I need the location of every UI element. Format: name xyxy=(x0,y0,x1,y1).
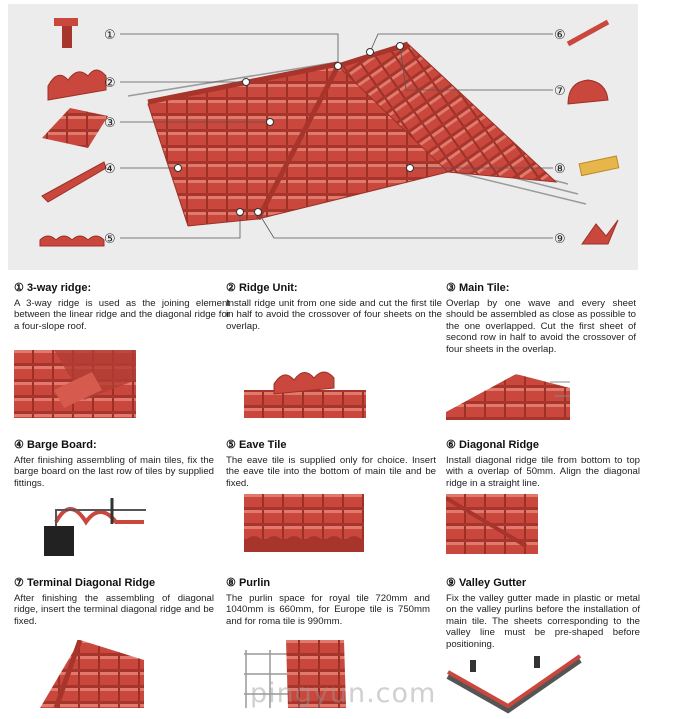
roof-diagram xyxy=(8,4,638,270)
photo-main-tile xyxy=(446,372,570,420)
section-eave-tile xyxy=(226,438,436,489)
section-title: Barge Board: xyxy=(26,439,97,451)
marker-3: ③ xyxy=(104,116,116,131)
section-body: The eave tile is supplied only for choice. Insert the eave tile into the bottom of main tile and be fixed. xyxy=(226,455,436,489)
photo-ridge-unit xyxy=(244,360,366,418)
section-num: ④ xyxy=(14,439,24,451)
section-valley-gutter xyxy=(446,576,640,650)
section-body: After finishing the assembling of diagonal ridge, insert the terminal diagonal ridge and be fixed. xyxy=(14,593,214,627)
photo-valley-gutter xyxy=(444,646,584,714)
section-title: Ridge Unit: xyxy=(238,282,298,294)
section-body: Install diagonal ridge tile from bottom to top with a overlap of 50mm. Align the diagonal ridge in a straight line. xyxy=(446,455,640,489)
marker-6: ⑥ xyxy=(554,28,566,43)
section-title: Diagonal Ridge xyxy=(458,439,539,451)
marker-7: ⑦ xyxy=(554,84,566,99)
section-title: Eave Tile xyxy=(238,439,287,451)
section-body: The purlin space for royal tile 720mm and 1040mm is 660mm, for Europe tile is 750mm and for roma tile is 990mm. xyxy=(226,593,430,627)
marker-1: ① xyxy=(104,28,116,43)
watermark: pingyun.com xyxy=(250,678,437,709)
section-num: ③ xyxy=(446,282,456,294)
photo-eave-tile xyxy=(244,494,364,552)
section-title: Purlin xyxy=(238,577,271,589)
section-terminal-diagonal-ridge xyxy=(14,576,214,627)
section-body: Fix the valley gutter made in plastic or metal on the valley purlins before the installation of main tile. The sheets corresponding to the valley line must be pre-shaped before positioning. xyxy=(446,593,640,650)
section-num: ⑦ xyxy=(14,577,24,589)
photo-3way-ridge xyxy=(14,350,136,418)
section-title: Terminal Diagonal Ridge xyxy=(26,577,156,589)
section-body: Overlap by one wave and every sheet should be assembled as close as possible to the one overlapped. Cut the first sheet of second row in half to avoid the crossover of four sheets in the overlap. xyxy=(446,298,636,355)
section-title: Main Tile: xyxy=(458,282,510,294)
section-title: 3-way ridge: xyxy=(26,282,92,294)
section-3way-ridge xyxy=(14,281,230,332)
section-body: Install ridge unit from one side and cut the first tile in half to avoid the crossover of four sheets on the overlap. xyxy=(226,298,442,332)
section-body: A 3-way ridge is used as the joining element between the linear ridge and the diagonal ridge for a four-slope roof. xyxy=(14,298,230,332)
marker-4: ④ xyxy=(104,162,116,177)
photo-terminal-diagonal-ridge xyxy=(40,640,144,708)
section-num: ① xyxy=(14,282,24,294)
marker-2: ② xyxy=(104,76,116,91)
marker-5: ⑤ xyxy=(104,232,116,247)
section-purlin xyxy=(226,576,430,627)
section-num: ⑧ xyxy=(226,577,236,589)
marker-9: ⑨ xyxy=(554,232,566,247)
section-num: ⑤ xyxy=(226,439,236,451)
photo-diagonal-ridge xyxy=(446,494,538,554)
photo-barge-board-section xyxy=(38,494,148,558)
section-body: After finishing assembling of main tiles, fix the barge board on the last row of tiles by supplied fittings. xyxy=(14,455,214,489)
section-num: ⑨ xyxy=(446,577,456,589)
section-barge-board xyxy=(14,438,214,489)
section-title: Valley Gutter xyxy=(458,577,527,589)
section-diagonal-ridge xyxy=(446,438,640,489)
section-ridge-unit xyxy=(226,281,442,332)
section-num: ② xyxy=(226,282,236,294)
section-main-tile xyxy=(446,281,636,355)
section-num: ⑥ xyxy=(446,439,456,451)
marker-8: ⑧ xyxy=(554,162,566,177)
